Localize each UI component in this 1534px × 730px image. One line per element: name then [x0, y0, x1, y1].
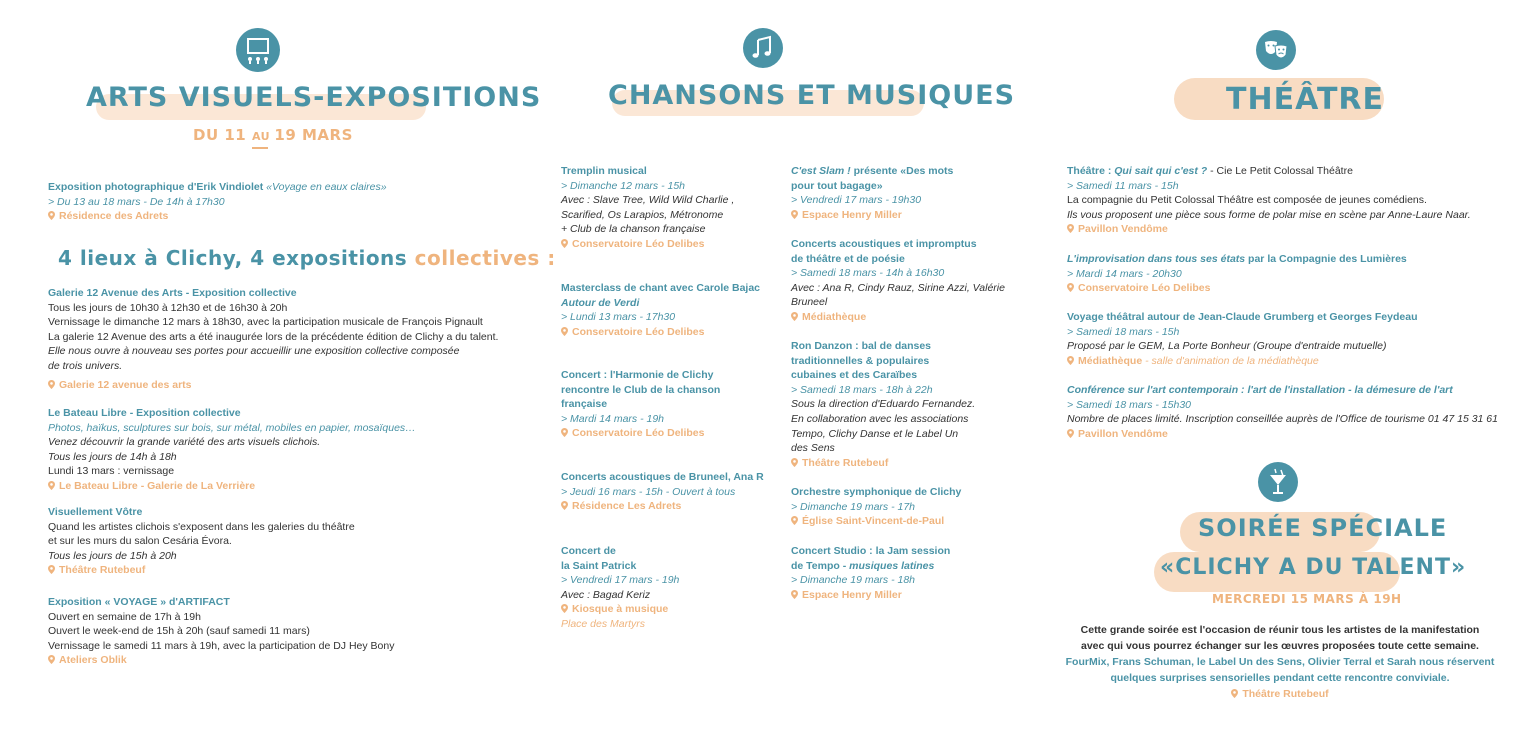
event-tremplin: Tremplin musical > Dimanche 12 mars - 15h Avec : Slave Tree, Wild Wild Charlie , Scarified, Os Larapios, Métronome + Club de la chanson française Conservatoire Léo Delibes: [561, 165, 735, 250]
location-pin-icon: [791, 458, 798, 467]
arts-visuels-icon-circle: [236, 28, 280, 72]
location-pin-icon: [561, 239, 568, 248]
music-icon-circle: [743, 28, 783, 68]
exhibition-icon: [236, 28, 280, 72]
event-ron-danzon: Ron Danzon : bal de danses traditionnelles & populaires cubaines et des Caraïbes > Samedi 18 mars - 18h à 22h Sous la direction d'Eduardo Fernandez. En collaboration avec les associations Tempo, Clichy Danse et le Label Un des Sens Théâtre Rutebeuf: [791, 340, 976, 469]
location-pin-icon: [48, 565, 55, 574]
location-pin-icon: [48, 211, 55, 220]
music-note-icon: [743, 28, 783, 68]
lieux-heading: 4 lieux à Clichy, 4 expositions collectives :: [58, 246, 556, 270]
location-pin-icon: [1067, 429, 1074, 438]
location-pin-icon: [561, 428, 568, 437]
event-acoustiques-poesie: Concerts acoustiques et impromptus de théâtre et de poésie > Samedi 18 mars - 14h à 16h30 Avec : Ana R, Cindy Rauz, Sirine Azzi, Valérie Bruneel Médiathèque: [791, 238, 1005, 323]
date-underline: [252, 147, 268, 149]
section-title-theatre: THÉÂTRE: [1226, 82, 1385, 117]
location-pin-icon: [48, 380, 55, 389]
event-masterclass: Masterclass de chant avec Carole Bajac Autour de Verdi > Lundi 13 mars - 17h30 Conservatoire Léo Delibes: [561, 282, 761, 338]
location-pin-icon: [791, 312, 798, 321]
event-expo-vindiolet: Exposition photographique d'Erik Vindiolet «Voyage en eaux claires» > Du 13 au 18 mars - De 14h à 17h30 Résidence des Adrets: [48, 181, 387, 223]
location-pin-icon: [791, 516, 798, 525]
event-visuellement-votre: Visuellement Vôtre Quand les artistes clichois s'exposent dans les galeries du théâtre et sur les murs du salon Cesária Évora. Tous les jours de 15h à 20h Théâtre Rutebeuf: [48, 506, 355, 577]
location-pin-icon: [1067, 283, 1074, 292]
event-conference-art: Conférence sur l'art contemporain : l'art de l'installation - la démesure de l'art > Samedi 18 mars - 15h30 Nombre de places limité. Inscription conseillée auprès de l'Office de tourisme 01 47 15 31 61 Pavillon Vendôme: [1067, 384, 1498, 440]
theatre-icon-circle: [1256, 30, 1296, 70]
theatre-masks-icon: [1256, 30, 1296, 70]
location-pin-icon: [561, 327, 568, 336]
location-pin-icon: [791, 210, 798, 219]
location-pin-icon: [1067, 356, 1074, 365]
location-pin-icon: [48, 655, 55, 664]
event-bateau-libre: Le Bateau Libre - Exposition collective Photos, haïkus, sculptures sur bois, sur métal, mobiles en papier, mosaïques… Venez découvrir la grande variété des arts visuels clichois. Tous les jours de 14h à 18h Lundi 13 mars : vernissage Le Bateau Libre - Galerie de La Verrière: [48, 407, 416, 492]
section-title-arts: ARTS VISUELS-EXPOSITIONS: [86, 82, 542, 113]
event-voyage-theatral: Voyage théâtral autour de Jean-Claude Grumberg et Georges Feydeau > Samedi 18 mars - 15h Proposé par le GEM, La Porte Bonheur (Groupe d'entraide mutuelle) Médiathèque - salle d'animation de la médiathèque: [1067, 311, 1418, 367]
event-jam-session: Concert Studio : la Jam session de Tempo - musiques latines > Dimanche 19 mars - 18h Espace Henry Miller: [791, 545, 951, 601]
location-pin-icon: [791, 590, 798, 599]
soiree-date: MERCREDI 15 MARS À 19H: [1212, 592, 1402, 606]
cocktail-glass-icon: [1258, 462, 1298, 502]
soiree-title-2: «CLICHY A DU TALENT»: [1160, 555, 1467, 580]
event-slam: C'est Slam ! présente «Des mots pour tout bagage» > Vendredi 17 mars - 19h30 Espace Henry Miller: [791, 165, 954, 221]
location-pin-icon: [48, 481, 55, 490]
event-qui-sait: Théâtre : Qui sait qui c'est ? - Cie Le Petit Colossal Théâtre > Samedi 11 mars - 15h La compagnie du Petit Colossal Théâtre est composée de jeunes comédiens. Ils vous proposent une pièce sous forme de polar mise en scène par Anne-Laure Naar. Pavillon Vendôme: [1067, 165, 1471, 236]
section-title-musique: CHANSONS ET MUSIQUES: [608, 80, 1016, 111]
location-pin-icon: [561, 501, 568, 510]
location-pin-icon: [1231, 689, 1238, 698]
cocktail-icon-circle: [1258, 462, 1298, 502]
location-pin-icon: [1067, 224, 1074, 233]
arts-dates: DU 11 AU 19 MARS: [193, 126, 353, 144]
event-improvisation: L'improvisation dans tous ses états par la Compagnie des Lumières > Mardi 14 mars - 20h30 Conservatoire Léo Delibes: [1067, 253, 1407, 295]
event-saint-patrick: Concert de la Saint Patrick > Vendredi 17 mars - 19h Avec : Bagad Keriz Kiosque à musique Place des Martyrs: [561, 545, 680, 630]
event-bruneel: Concerts acoustiques de Bruneel, Ana R > Jeudi 16 mars - 15h - Ouvert à tous Résidence Les Adrets: [561, 471, 764, 513]
soiree-description: Cette grande soirée est l'occasion de réunir tous les artistes de la manifestation avec qui vous pourrez échanger sur les œuvres proposées toute cette semaine. FourMix, Frans Schuman, le Label Un des Sens, Olivier Terral et Sarah nous réservent quelques surprises sensorielles pendant cette rencontre conviviale. Théâtre Rutebeuf: [1065, 624, 1495, 700]
event-galerie-12: Galerie 12 Avenue des Arts - Exposition collective Tous les jours de 10h30 à 12h30 et de 16h30 à 20h Vernissage le dimanche 12 mars à 18h30, avec la participation musicale de François Pignault La galerie 12 Avenue des arts a été inaugurée lors de la précédente édition de Clichy a du talent. Elle nous ouvre à nouveau ses portes pour accueillir une exposition collective composée de trois univers. Galerie 12 avenue des arts: [48, 287, 499, 391]
event-orchestre: Orchestre symphonique de Clichy > Dimanche 19 mars - 17h Église Saint-Vincent-de-Paul: [791, 486, 962, 528]
location-pin-icon: [561, 604, 568, 613]
soiree-title-1: SOIRÉE SPÉCIALE: [1198, 514, 1448, 542]
event-voyage-artifact: Exposition « VOYAGE » d'ARTIFACT Ouvert en semaine de 17h à 19h Ouvert le week-end de 15h à 20h (sauf samedi 11 mars) Vernissage le samedi 11 mars à 19h, avec la participation de DJ Hey Bony Ateliers Oblik: [48, 596, 395, 667]
event-harmonie: Concert : l'Harmonie de Clichy rencontre le Club de la chanson française > Mardi 14 mars - 19h Conservatoire Léo Delibes: [561, 369, 721, 440]
